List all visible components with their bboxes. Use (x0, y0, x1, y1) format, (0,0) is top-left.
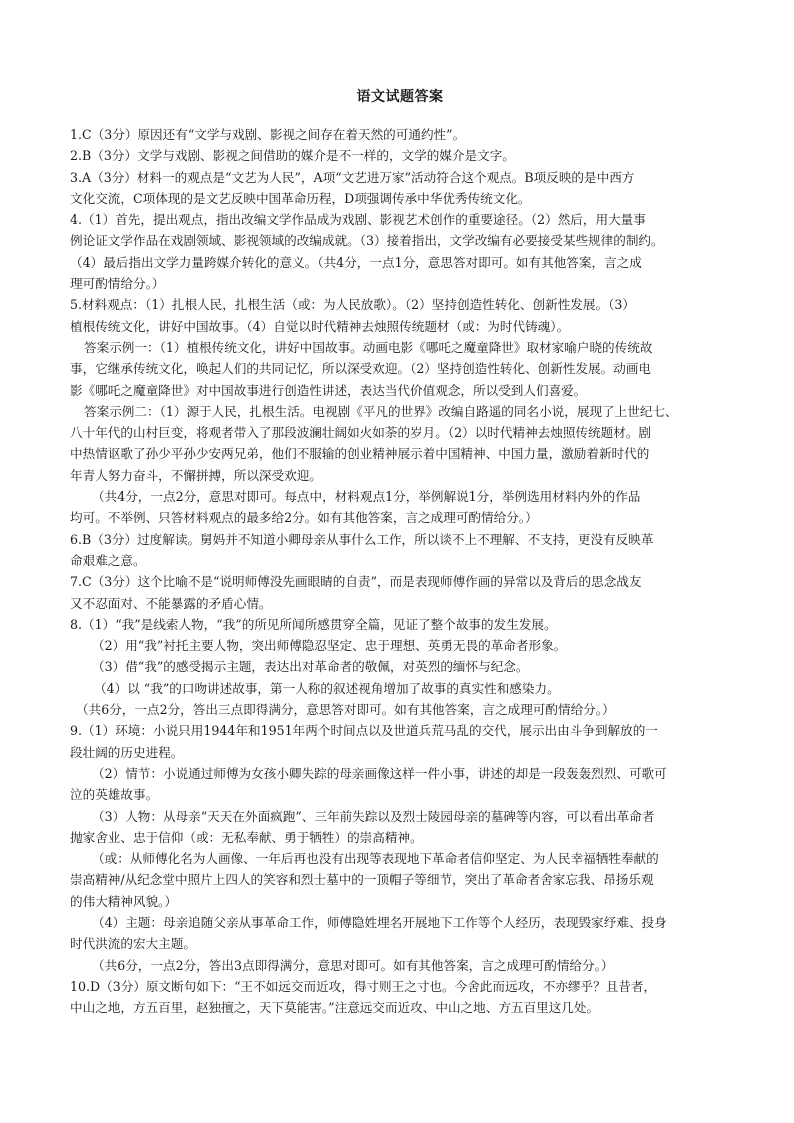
answer-line: 八十年代的山村巨变，将观者带入了那段波澜壮阔如火如荼的岁月。（2）以时代精神去烛照传统题材。剧 (70, 425, 652, 441)
answer-line: 10.D（3分）原文断句如下：“王不如远交而近攻，得寸则王之寸也。今舍此而远攻，不亦缪乎？且昔者， (70, 978, 657, 994)
answer-line: （共4分，一点2分，意思对即可。每点中，材料观点1分，举例解说1分，举例选用材料内外的作品 (92, 489, 641, 505)
answer-line: 3.A（3分）材料一的观点是“文艺为人民”，A项“文艺进万家”活动符合这个观点。B项反映的是中西方 (70, 169, 635, 185)
answer-line: 抛家舍业、忠于信仰（或：无私奉献、勇于牺牲）的崇高精神。 (70, 829, 423, 845)
answer-line: 2.B（3分）文学与戏剧、影视之间借助的媒介是不一样的，文学的媒介是文字。 (70, 148, 515, 164)
answer-line: 1.C（3分）原因还有“文学与戏剧、影视之间存在着天然的可通约性”。 (70, 127, 466, 142)
answer-line: （2）用“我”衬托主要人物，突出师傅隐忍坚定、忠于理想、英勇无畏的革命者形象。 (92, 638, 567, 654)
answer-line: （2）情节：小说通过师傅为女孩小卿失踪的母亲画像这样一件小事，讲述的却是一段轰轰烈烈、可歌可 (92, 765, 667, 781)
answer-line: 事，它继承传统文化，唤起人们的共同记忆，所以深受欢迎。（2）坚持创造性转化、创新性发展。动画电 (70, 361, 652, 377)
answer-line: 答案示例二：（1）源于人民，扎根生活。电视剧《平凡的世界》改编自路遥的同名小说，展现了上世纪七、 (84, 403, 678, 419)
answer-line: 中热情讴歌了孙少平孙少安两兄弟，他们不服输的创业精神展示着中国精神、中国力量，激励着新时代的 (70, 446, 650, 462)
answer-line: 文化交流，C项体现的是文艺反映中国革命历程，D项强调传承中华优秀传统文化。 (70, 190, 531, 206)
answer-line: 5.材料观点：（1）扎根人民，扎根生活（或：为人民放歌）。（2）坚持创造性转化、创新性发展。（3） (70, 297, 635, 313)
document-title: 语文试题答案 (356, 89, 444, 105)
answer-line: 年青人努力奋斗，不懈拼搏，所以深受欢迎。 (70, 467, 322, 483)
answer-line: （3）人物：从母亲“天天在外面疯跑”、三年前失踪以及烈士陵园母亲的墓碑等内容，可以看出革命者 (92, 808, 655, 824)
answer-line: （4）以 “我”的口吻讲述故事，第一人称的叙述视角增加了故事的真实性和感染力。 (94, 680, 560, 696)
answer-line: （4）最后指出文学力量跨媒介转化的意义。（共4分，一点1分，意思答对即可。如有其他答案，言之成 (70, 254, 642, 270)
answer-body (70, 124, 730, 1018)
answer-line: 植根传统文化，讲好中国故事。（4）自觉以时代精神去烛照传统题材（或：为时代铸魂）。 (70, 318, 570, 334)
answer-line: （3）借“我”的感受揭示主题，表达出对革命者的敬佩，对英烈的缅怀与纪念。 (92, 659, 529, 675)
answer-line: 4.（1）首先，提出观点，指出改编文学作品成为戏剧、影视艺术创作的重要途径。（2）然后，用大量事 (70, 212, 646, 228)
answer-line: 理可酌情给分。） (70, 276, 165, 292)
answer-line: 6.B（3分）过度解读。舅妈并不知道小卿母亲从事什么工作，所以谈不上不理解、不支持，更没有反映革 (70, 531, 654, 547)
answer-line: 时代洪流的宏大主题。 (70, 936, 196, 952)
answer-line: 均可。不举例、只答材料观点的最多给2分。如有其他答案，言之成理可酌情给分。） (70, 510, 538, 526)
answer-line: 泣的英雄故事。 (70, 787, 159, 803)
answer-line: 段壮阔的历史进程。 (70, 744, 184, 760)
answer-line: 答案示例一：（1）植根传统文化，讲好中国故事。动画电影《哪吒之魔童降世》取材家喻户晓的传统故 (84, 339, 653, 355)
answer-line: 的伟大精神风貌。） (70, 893, 178, 909)
answer-line: 又不忍面对、不能暴露的矛盾心情。 (70, 595, 272, 611)
answer-line: （或：从师傅化名为人画像、一年后再也没有出现等表现地下革命者信仰坚定、为人民幸福牺牲奉献的 (92, 851, 659, 867)
answer-line: 9.（1）环境：小说只用1944年和1951年两个时间点以及世道兵荒马乱的交代，展示出由斗争到解放的一 (70, 723, 658, 739)
answer-line: 命艰难之意。 (70, 552, 146, 568)
answer-line: （共6分，一点2分，答出三点即得满分，意思答对即可。如有其他答案，言之成理可酌情给分。） (76, 702, 615, 718)
answer-line: 影《哪吒之魔童降世》对中国故事进行创造性讲述，表达当代价值观念，所以受到人们喜爱。 (70, 382, 587, 398)
answer-line: 崇高精神/从纪念堂中照片上四人的笑容和烈士墓中的一顶帽子等细节，突出了革命者舍家忘我、昂扬乐观 (70, 872, 654, 888)
answer-line: 8.（1）“我”是线索人物，“我”的所见所闻所感贯穿全篇，见证了整个故事的发生发展。 (70, 616, 557, 632)
answer-line: （4）主题：母亲追随父亲从事革命工作，师傅隐姓埋名开展地下工作等个人经历，表现毁家纾难、投身 (92, 914, 667, 930)
answer-line: 7.C（3分）这个比喻不是“说明师傅没先画眼睛的自责”，而是表现师傅作画的异常以及背后的思念战友 (70, 574, 642, 590)
answer-line: 中山之地，方五百里，赵独擅之，天下莫能害。”注意远交而近攻、中山之地、方五百里这几处。 (70, 1000, 600, 1016)
answer-line: 例论证文学作品在戏剧领域、影视领域的改编成就。（3）接着指出，文学改编有必要接受某些规律的制约。 (70, 233, 664, 249)
answer-document (70, 88, 730, 1018)
answer-line: （共6分，一点2分，答出3点即得满分，意思对即可。如有其他答案，言之成理可酌情给分。） (92, 957, 614, 973)
